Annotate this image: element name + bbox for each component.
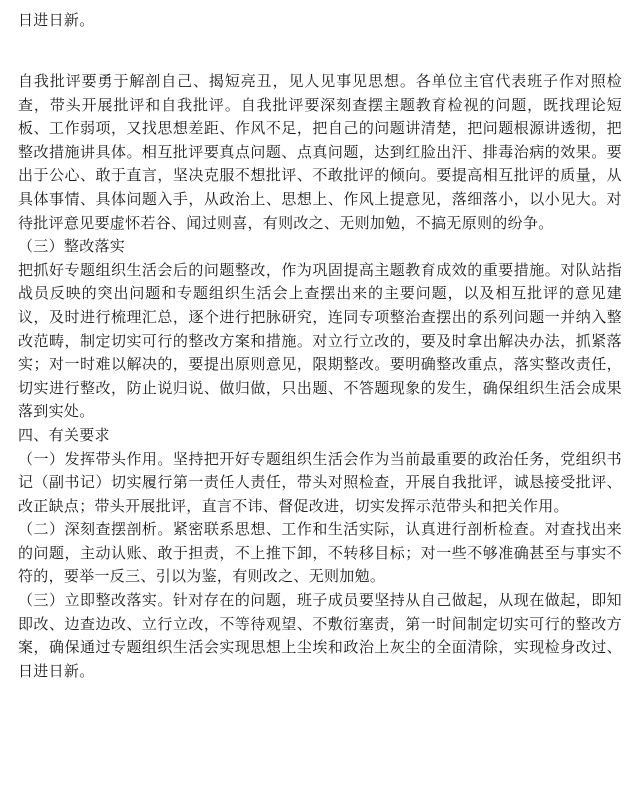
paragraph-immediate-rectification: （三）立即整改落实。针对存在的问题，班子成员要坚持从自己做起，从现在做起，即知即改、边查边改、立行立改，不等待观望、不敷衍塞责，第一时间制定切实可行的整改方案，确保通过专题组织生活会实现思想上尘埃和政治上灰尘的全面清除，实现检身改过、日进日新。 bbox=[18, 591, 622, 680]
document-body bbox=[18, 70, 622, 683]
paragraph-self-criticism: 自我批评要勇于解剖自己、揭短亮丑，见人见事见思想。各单位主官代表班子作对照检查，带头开展批评和自我批评。自我批评要深刻查摆主题教育检视的问题，既找理论短板、工作弱项，又找思想差距、作风不足，把自己的问题讲清楚，把问题根源讲透彻，把整改措施讲具体。相互批评要真点问题、点真问题，达到红脸出汗、排毒治病的效果。要出于公心、敢于直言，坚决克服不想批评、不敢批评的倾向。要提高相互批评的质量，从具体事情、具体问题入手，从政治上、思想上、作风上提意见，落细落小，以小见大。对待批评意见要虚怀若谷、闻过则喜，有则改之、无则加勉，不搞无原则的纷争。 bbox=[18, 72, 622, 232]
cut-off-paragraph-top bbox=[18, 0, 622, 32]
paragraph-leading-role: （一）发挥带头作用。坚持把开好专题组织生活会作为当前最重要的政治任务，党组织书记（副书记）切实履行第一责任人责任，带头对照检查，开展自我批评，诚恳接受批评、改正缺点；带头开展批评，直言不讳、督促改进，切实发挥示范带头和把关作用。 bbox=[18, 449, 622, 515]
section-heading-rectification: （三）整改落实 bbox=[18, 237, 126, 256]
paragraph-analysis: （二）深刻查摆剖析。紧密联系思想、工作和生活实际，认真进行剖析检查。对查找出来的问题，主动认账、敢于担责，不上推下卸，不转移目标；对一些不够准确甚至与事实不符的，要举一反三、引以为鉴，有则改之、无则加勉。 bbox=[18, 520, 622, 586]
section-heading-requirements: 四、有关要求 bbox=[18, 425, 110, 444]
paragraph-rectification: 把抓好专题组织生活会后的问题整改，作为巩固提高主题教育成效的重要措施。对队站指战员反映的突出问题和专题组织生活会上查摆出来的主要问题，以及相互批评的意见建议，及时进行梳理汇总，逐个进行把脉研究，连同专项整治查摆出的系列问题一并纳入整改范畴，制定切实可行的整改方案和措施。对立行立改的，要及时拿出解决办法，抓紧落实；对一时难以解决的，要提出原则意见，限期整改。要明确整改重点，落实整改责任，切实进行整改，防止说归说、做归做，只出题、不答题现象的发生，确保组织生活会成果落到实处。 bbox=[18, 260, 622, 421]
cut-off-paragraph-end: 日进日新。 bbox=[18, 10, 95, 29]
